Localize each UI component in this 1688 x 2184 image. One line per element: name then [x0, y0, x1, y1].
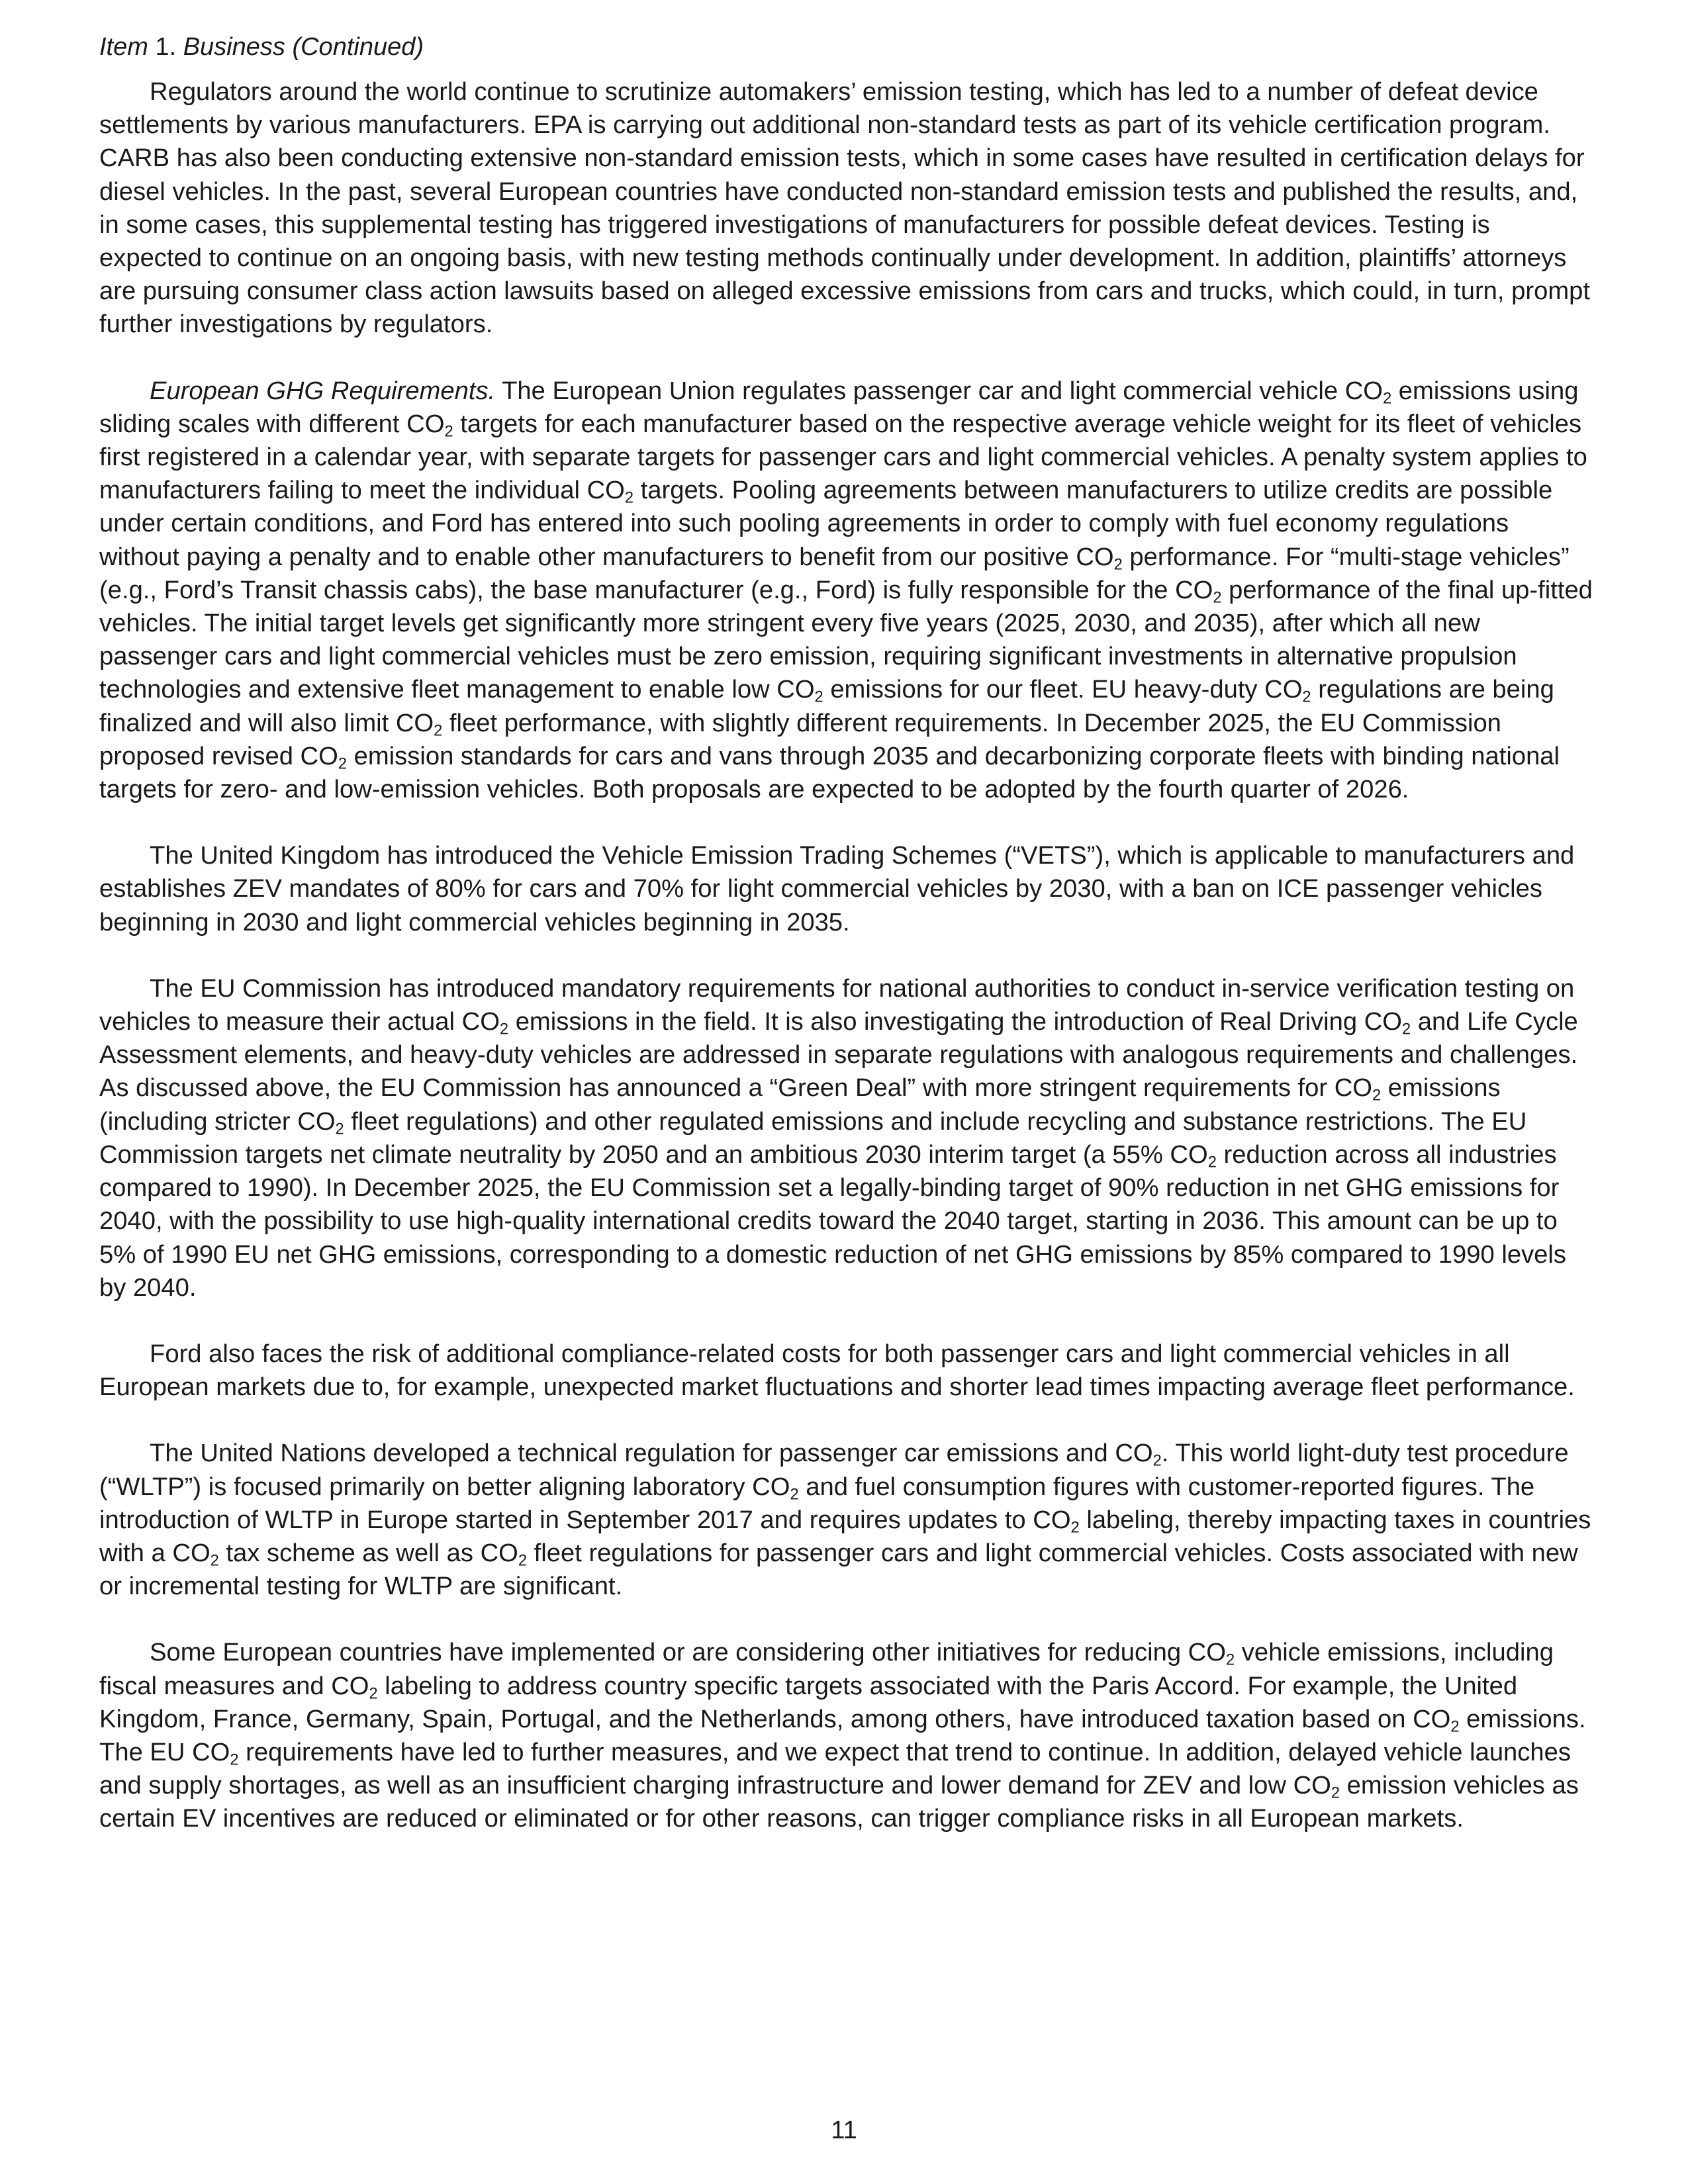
- subscript-2: 2: [499, 1021, 509, 1038]
- subscript-2: 2: [210, 1552, 219, 1570]
- subscript-2: 2: [1450, 1718, 1460, 1736]
- paragraph-european-initiatives: [99, 1636, 1593, 1835]
- text-run: regulations are being finalized and will also limit CO: [99, 675, 1554, 737]
- text-run: emissions for our fleet. EU heavy-duty CO: [823, 675, 1303, 704]
- text-run: labeling to address country specific targets associated with the Paris Accord. For example, the United Kingdom, France, Germany, Spain, Portugal, and the Netherlands, among others, have introduced taxation based on CO: [99, 1671, 1518, 1733]
- text-run: labeling, thereby impacting taxes in countries with a CO: [99, 1505, 1591, 1567]
- text-run: The EU Commission has introduced mandatory requirements for national authorities to conduct in-service verification testing on vehicles to measure their actual CO: [99, 974, 1575, 1036]
- text-run: Regulators around the world continue to scrutinize automakers’ emission testing, which has led to a number of defeat device settlements by various manufacturers. EPA is carrying out additional non-standard tests as part of its vehicle certification program. CARB has also been conducting extensive non-standard emission tests, which in some cases have resulted in certification delays for diesel vehicles. In the past, several European countries have conducted non-standard emission tests and published the results, and, in some cases, this supplemental testing has triggered investigations of manufacturers for possible defeat devices. Testing is expected to continue on an ongoing basis, with new testing methods continually under development. In addition, plaintiffs’ attorneys are pursuing consumer class action lawsuits based on alleged excessive emissions from cars and trucks, which could, in turn, prompt further investigations by regulators.: [99, 77, 1590, 339]
- subscript-2: 2: [1070, 1519, 1080, 1537]
- text-run: . This world light-duty test procedure (“WLTP”) is focused primarily on better aligning laboratory CO: [99, 1439, 1569, 1501]
- subscript-2: 2: [230, 1751, 239, 1769]
- subscript-2: 2: [335, 1120, 344, 1138]
- text-run: performance. For “multi-stage vehicles” (e.g., Ford’s Transit chassis cabs), the base manufacturer (e.g., Ford) is fully responsible for the CO: [99, 542, 1570, 604]
- text-run: The European Union regulates passenger car and light commercial vehicle CO: [495, 376, 1383, 405]
- text-run: tax scheme as well as CO: [218, 1538, 518, 1567]
- paragraph-eu-commission: [99, 972, 1593, 1304]
- text-run: The United Nations developed a technical regulation for passenger car emissions and CO: [150, 1439, 1153, 1468]
- text-run: emissions. The EU CO: [99, 1704, 1586, 1766]
- text-run: vehicle emissions, including fiscal measures and CO: [99, 1638, 1554, 1700]
- text-run: Ford also faces the risk of additional compliance-related costs for both passenger cars and light commercial vehicles in all European markets due to, for example, unexpected market fluctuations and shorter lead times impacting average fleet performance.: [99, 1339, 1575, 1402]
- text-run: emission standards for cars and vans through 2035 and decarbonizing corporate fleets with binding national targets for zero- and low-emission vehicles. Both proposals are expected to be adopted by the fourth quarter of 2026.: [99, 741, 1560, 804]
- text-run: fleet performance, with slightly different requirements. In December 2025, the EU Commission proposed revised CO: [99, 708, 1501, 770]
- text-run: emissions (including stricter CO: [99, 1073, 1501, 1136]
- text-run: targets for each manufacturer based on the respective average vehicle weight for its fleet of vehicles first registered in a calendar year, with separate targets for passenger cars and light commercial vehicles. A penalty system applies to manufacturers failing to meet the individual CO: [99, 409, 1587, 505]
- subscript-2: 2: [1152, 1452, 1162, 1470]
- paragraph-european-ghg: [99, 375, 1593, 807]
- subscript-2: 2: [1402, 1021, 1411, 1038]
- section-heading: [99, 30, 1593, 64]
- text-run: and fuel consumption figures with customer-reported figures. The introduction of WLTP in Europe started in September 2017 and requires updates to CO: [99, 1472, 1535, 1534]
- subscript-2: 2: [1225, 1651, 1235, 1669]
- subscript-2: 2: [1382, 390, 1392, 408]
- subscript-2: 2: [814, 689, 823, 707]
- paragraph-compliance-costs: [99, 1338, 1593, 1404]
- text-run: Some European countries have implemented or are considering other initiatives for reducing CO: [150, 1638, 1226, 1667]
- heading-title: Business (Continued): [176, 33, 424, 61]
- text-run: The United Kingdom has introduced the Vehicle Emission Trading Schemes (“VETS”), which is applicable to manufacturers and establishes ZEV mandates of 80% for cars and 70% for light commercial vehicles by 2030, with a ban on ICE passenger vehicles beginning in 2030 and light commercial vehicles beginning in 2035.: [99, 841, 1575, 936]
- subscript-2: 2: [790, 1486, 799, 1504]
- text-run: fleet regulations) and other regulated emissions and include recycling and substance restrictions. The EU Commission targets net climate neutrality by 2050 and an ambitious 2030 interim target (a 55% CO: [99, 1107, 1527, 1169]
- subscript-2: 2: [1207, 1154, 1217, 1171]
- paragraph-wltp: [99, 1437, 1593, 1603]
- text-run: reduction across all industries compared to 1990). In December 2025, the EU Commission set a legally-binding target of 90% reduction in net GHG emissions for 2040, with the possibility to use high-quality international credits toward the 2040 target, starting in 2036. This amount can be up to 5% of 1990 EU net GHG emissions, corresponding to a domestic reduction of net GHG emissions by 85% compared to 1990 levels by 2040.: [99, 1140, 1566, 1302]
- subscript-2: 2: [434, 722, 443, 740]
- text-run: fleet regulations for passenger cars and light commercial vehicles. Costs associated with new or incremental testing for WLTP are significant.: [99, 1538, 1578, 1601]
- subscript-2: 2: [1113, 556, 1123, 574]
- text-run: targets. Pooling agreements between manufacturers to utilize credits are possible under certain conditions, and Ford has entered into such pooling agreements in order to comply with fuel economy regulations without paying a penalty and to enable other manufacturers to benefit from our positive CO: [99, 476, 1553, 571]
- subscript-2: 2: [1213, 589, 1222, 607]
- heading-number: 1.: [148, 33, 177, 61]
- text-run: requirements have led to further measures, and we expect that trend to continue. In addition, delayed vehicle launches and supply shortages, as well as an insufficient charging infrastructure and lower demand for ZEV and low CO: [99, 1737, 1571, 1800]
- document-page: [99, 30, 1593, 1869]
- text-run: emission vehicles as certain EV incentives are reduced or eliminated or for other reasons, can trigger compliance risks in all European markets.: [99, 1771, 1579, 1833]
- subscript-2: 2: [1302, 689, 1311, 707]
- text-run: emissions using sliding scales with different CO: [99, 376, 1579, 438]
- paragraph-uk-vets: [99, 839, 1593, 939]
- paragraph-lead-in: European GHG Requirements.: [150, 376, 496, 405]
- page-number: 11: [831, 2116, 857, 2144]
- text-run: performance of the final up-fitted vehicles. The initial target levels get significantly more stringent every five years (2025, 2030, and 2035), after which all new passenger cars and light commercial vehicles must be zero emission, requiring significant investments in alternative propulsion technologies and extensive fleet management to enable low CO: [99, 575, 1593, 704]
- text-run: emissions in the field. It is also investigating the introduction of Real Driving CO: [508, 1007, 1403, 1036]
- paragraph-emission-testing: [99, 75, 1593, 341]
- subscript-2: 2: [1331, 1784, 1340, 1802]
- text-run: and Life Cycle Assessment elements, and heavy-duty vehicles are addressed in separate regulations with analogous requirements and challenges. As discussed above, the EU Commission has announced a “Green Deal” with more stringent requirements for CO: [99, 1007, 1578, 1103]
- subscript-2: 2: [444, 423, 453, 441]
- subscript-2: 2: [518, 1552, 528, 1570]
- subscript-2: 2: [1372, 1087, 1382, 1105]
- subscript-2: 2: [624, 489, 634, 507]
- subscript-2: 2: [338, 755, 348, 773]
- heading-item: Item: [99, 33, 148, 61]
- subscript-2: 2: [369, 1685, 378, 1703]
